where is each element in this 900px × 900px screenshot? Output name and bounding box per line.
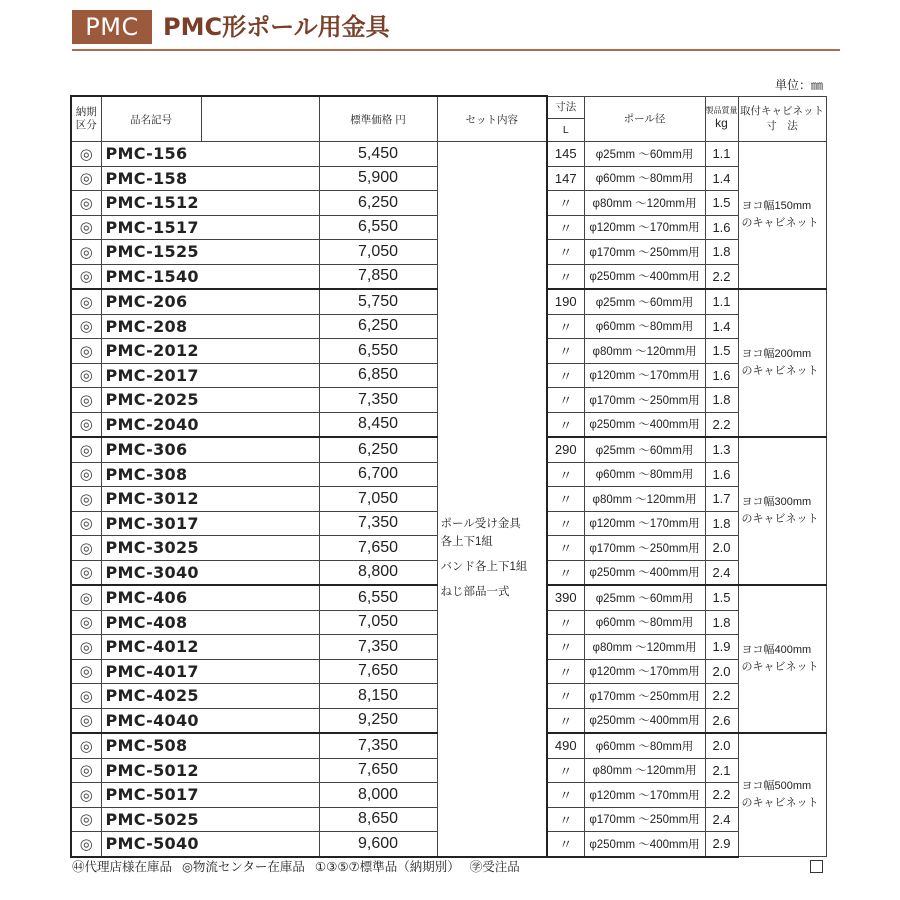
pole-diameter-cell: φ170mm ～250mm用 [584, 536, 705, 561]
stock-mark: ◎ [71, 708, 101, 733]
price-cell: 7,650 [319, 758, 437, 783]
weight-cell: 1.6 [705, 462, 738, 487]
stock-mark: ◎ [71, 388, 101, 413]
stock-mark: ◎ [71, 635, 101, 660]
pole-diameter-cell: φ25mm ～60mm用 [584, 142, 705, 167]
stock-mark: ◎ [71, 289, 101, 314]
length-cell: 〃 [547, 215, 584, 240]
product-code: PMC-2025 [101, 388, 319, 413]
weight-cell: 2.4 [705, 560, 738, 585]
weight-cell: 1.4 [705, 314, 738, 339]
stock-mark: ◎ [71, 166, 101, 191]
product-code: PMC-1517 [101, 215, 319, 240]
price-cell: 5,750 [319, 289, 437, 314]
length-cell: 〃 [547, 635, 584, 660]
product-code: PMC-2017 [101, 363, 319, 388]
length-cell: 〃 [547, 610, 584, 635]
length-cell: 〃 [547, 536, 584, 561]
header-cabinet-top: 取付キャビネット [740, 105, 824, 118]
header-name-blank [201, 96, 319, 142]
cabinet-size-line: ヨコ幅400mm [741, 643, 812, 656]
length-cell: 〃 [547, 363, 584, 388]
length-cell: 〃 [547, 832, 584, 857]
cabinet-size-line: ヨコ幅300mm [741, 495, 812, 508]
stock-mark: ◎ [71, 363, 101, 388]
stock-mark: ◎ [71, 487, 101, 512]
header-divider [72, 49, 840, 51]
stock-mark: ◎ [71, 314, 101, 339]
stock-mark: ◎ [71, 733, 101, 758]
pole-diameter-cell: φ80mm ～120mm用 [584, 635, 705, 660]
stock-mark: ◎ [71, 758, 101, 783]
stock-mark: ◎ [71, 412, 101, 437]
product-code: PMC-1512 [101, 191, 319, 216]
weight-cell: 1.8 [705, 388, 738, 413]
cabinet-size [738, 289, 826, 437]
product-code: PMC-3017 [101, 511, 319, 536]
price-cell: 7,050 [319, 240, 437, 265]
weight-cell: 1.1 [705, 142, 738, 167]
pole-diameter-cell: φ60mm ～80mm用 [584, 314, 705, 339]
price-cell: 8,000 [319, 783, 437, 808]
pole-diameter-cell: φ60mm ～80mm用 [584, 733, 705, 758]
cabinet-size [738, 585, 826, 733]
price-cell: 8,800 [319, 560, 437, 585]
price-cell: 7,650 [319, 536, 437, 561]
weight-cell: 1.9 [705, 635, 738, 660]
stock-mark: ◎ [71, 536, 101, 561]
weight-cell: 2.2 [705, 412, 738, 437]
product-code: PMC-2040 [101, 412, 319, 437]
stock-mark: ◎ [71, 659, 101, 684]
pole-diameter-cell: φ170mm ～250mm用 [584, 388, 705, 413]
cabinet-size-line: のキャビネット [741, 365, 819, 377]
weight-cell: 1.6 [705, 215, 738, 240]
product-code: PMC-158 [101, 166, 319, 191]
price-cell: 6,250 [319, 437, 437, 462]
length-cell: 〃 [547, 487, 584, 512]
weight-cell: 1.8 [705, 240, 738, 265]
header-L-bottom: L [562, 123, 569, 136]
pole-diameter-cell: φ120mm ～170mm用 [584, 511, 705, 536]
cabinet-size-line: のキャビネット [741, 513, 819, 525]
pole-diameter-cell: φ60mm ～80mm用 [584, 462, 705, 487]
cabinet-size-line: のキャビネット [741, 797, 819, 809]
stock-mark: ◎ [71, 264, 101, 289]
weight-cell: 2.2 [705, 783, 738, 808]
pole-diameter-cell: φ80mm ～120mm用 [584, 191, 705, 216]
product-code: PMC-5040 [101, 832, 319, 857]
weight-cell: 1.4 [705, 166, 738, 191]
stock-mark: ◎ [71, 807, 101, 832]
product-code: PMC-206 [101, 289, 319, 314]
weight-cell: 2.4 [705, 807, 738, 832]
header-L-top: 寸法 [548, 97, 584, 119]
stock-mark: ◎ [71, 462, 101, 487]
weight-cell: 1.6 [705, 363, 738, 388]
cabinet-size [738, 733, 826, 857]
length-cell: 〃 [547, 462, 584, 487]
product-code: PMC-3012 [101, 487, 319, 512]
length-cell: 145 [547, 142, 584, 167]
length-cell: 390 [547, 585, 584, 610]
weight-cell: 1.8 [705, 610, 738, 635]
price-cell: 6,250 [319, 191, 437, 216]
price-cell: 5,450 [319, 142, 437, 167]
pole-diameter-cell: φ250mm ～400mm用 [584, 832, 705, 857]
price-cell: 6,550 [319, 215, 437, 240]
length-cell: 〃 [547, 511, 584, 536]
product-code: PMC-1540 [101, 264, 319, 289]
header-kg-bottom: kg [715, 116, 728, 131]
header-set: セット内容 [437, 96, 547, 142]
stock-mark: ◎ [71, 610, 101, 635]
header-kg-top: 製品質量 [705, 105, 738, 115]
table-row [71, 142, 826, 167]
price-cell: 8,450 [319, 412, 437, 437]
stock-mark: ◎ [71, 511, 101, 536]
product-code: PMC-4025 [101, 684, 319, 709]
header-name: 品名記号 [101, 96, 201, 142]
length-cell: 〃 [547, 659, 584, 684]
stock-mark: ◎ [71, 783, 101, 808]
length-cell: 〃 [547, 807, 584, 832]
product-code: PMC-1525 [101, 240, 319, 265]
length-cell: 〃 [547, 388, 584, 413]
stock-mark: ◎ [71, 585, 101, 610]
pole-diameter-cell: φ80mm ～120mm用 [584, 487, 705, 512]
price-cell: 6,850 [319, 363, 437, 388]
weight-cell: 1.1 [705, 289, 738, 314]
pole-diameter-cell: φ170mm ～250mm用 [584, 807, 705, 832]
pole-diameter-cell: φ25mm ～60mm用 [584, 437, 705, 462]
legend-made-to-order: ㊫受注品 [469, 859, 520, 874]
length-cell: 〃 [547, 684, 584, 709]
header-cabinet [738, 96, 826, 142]
header-kg [705, 96, 738, 142]
pole-diameter-cell: φ120mm ～170mm用 [584, 783, 705, 808]
product-code: PMC-5017 [101, 783, 319, 808]
product-code: PMC-3040 [101, 560, 319, 585]
pole-diameter-cell: φ250mm ～400mm用 [584, 560, 705, 585]
price-cell: 7,350 [319, 635, 437, 660]
length-cell: 〃 [547, 783, 584, 808]
weight-cell: 2.1 [705, 758, 738, 783]
stock-mark: ◎ [71, 339, 101, 364]
cabinet-size [738, 437, 826, 585]
product-code: PMC-3025 [101, 536, 319, 561]
pole-diameter-cell: φ80mm ～120mm用 [584, 339, 705, 364]
weight-cell: 2.6 [705, 708, 738, 733]
stock-mark: ◎ [71, 684, 101, 709]
pole-diameter-cell: φ250mm ～400mm用 [584, 708, 705, 733]
weight-cell: 1.3 [705, 437, 738, 462]
unit-label: 単位：㎜ [774, 78, 823, 92]
header-pole: ポール径 [584, 96, 705, 142]
pole-diameter-cell: φ120mm ～170mm用 [584, 659, 705, 684]
price-cell: 7,850 [319, 264, 437, 289]
spec-table [70, 95, 827, 858]
price-cell: 7,050 [319, 610, 437, 635]
product-code: PMC-4040 [101, 708, 319, 733]
price-cell: 7,350 [319, 733, 437, 758]
price-cell: 9,250 [319, 708, 437, 733]
stock-mark: ◎ [71, 240, 101, 265]
length-cell: 490 [547, 733, 584, 758]
product-code: PMC-406 [101, 585, 319, 610]
length-cell: 〃 [547, 708, 584, 733]
stock-mark: ◎ [71, 437, 101, 462]
stock-mark: ◎ [71, 560, 101, 585]
stock-mark: ◎ [71, 191, 101, 216]
product-code: PMC-306 [101, 437, 319, 462]
product-code: PMC-308 [101, 462, 319, 487]
set-content-line: ねじ部品一式 [440, 586, 510, 598]
cabinet-size-line: のキャビネット [741, 217, 819, 229]
pole-diameter-cell: φ170mm ～250mm用 [584, 240, 705, 265]
price-cell: 7,350 [319, 511, 437, 536]
length-cell: 〃 [547, 412, 584, 437]
legend-standard: ①③⑤⑦標準品（納期別） [314, 859, 460, 874]
cabinet-size [738, 142, 826, 290]
weight-cell: 2.9 [705, 832, 738, 857]
legend-agent-stock: ㊹代理店様在庫品 [72, 859, 173, 874]
length-cell: 〃 [547, 240, 584, 265]
weight-cell: 2.0 [705, 733, 738, 758]
header-price: 標準価格 円 [319, 96, 437, 142]
page-title: PMC形ポール用金具 [163, 13, 390, 41]
legend [72, 857, 526, 875]
pole-diameter-cell: φ80mm ～120mm用 [584, 758, 705, 783]
header-nouki: 納期 区分 [71, 96, 101, 142]
price-cell: 8,150 [319, 684, 437, 709]
price-cell: 6,550 [319, 585, 437, 610]
weight-cell: 2.0 [705, 659, 738, 684]
header-cabinet-bottom: 寸 法 [766, 119, 798, 132]
pole-diameter-cell: φ60mm ～80mm用 [584, 610, 705, 635]
product-code: PMC-408 [101, 610, 319, 635]
weight-cell: 1.5 [705, 339, 738, 364]
legend-logistics-stock: ◎物流センター在庫品 [182, 859, 305, 874]
price-cell: 6,550 [319, 339, 437, 364]
length-cell: 190 [547, 289, 584, 314]
length-cell: 〃 [547, 560, 584, 585]
pole-diameter-cell: φ170mm ～250mm用 [584, 684, 705, 709]
length-cell: 〃 [547, 758, 584, 783]
weight-cell: 1.5 [705, 585, 738, 610]
set-content-line: ポール受け金具 [440, 518, 521, 531]
length-cell: 〃 [547, 314, 584, 339]
product-code: PMC-4012 [101, 635, 319, 660]
stock-mark: ◎ [71, 215, 101, 240]
pole-diameter-cell: φ60mm ～80mm用 [584, 166, 705, 191]
weight-cell: 1.5 [705, 191, 738, 216]
price-cell: 5,900 [319, 166, 437, 191]
product-code: PMC-5012 [101, 758, 319, 783]
price-cell: 9,600 [319, 832, 437, 857]
product-code: PMC-208 [101, 314, 319, 339]
pole-diameter-cell: φ25mm ～60mm用 [584, 289, 705, 314]
price-cell: 7,650 [319, 659, 437, 684]
length-cell: 〃 [547, 191, 584, 216]
pole-diameter-cell: φ250mm ～400mm用 [584, 264, 705, 289]
price-cell: 6,700 [319, 462, 437, 487]
length-cell: 〃 [547, 264, 584, 289]
length-cell: 147 [547, 166, 584, 191]
price-cell: 7,350 [319, 388, 437, 413]
price-cell: 6,250 [319, 314, 437, 339]
checkbox-square [810, 860, 823, 873]
length-cell: 290 [547, 437, 584, 462]
price-cell: 7,050 [319, 487, 437, 512]
stock-mark: ◎ [71, 142, 101, 167]
pole-diameter-cell: φ120mm ～170mm用 [584, 363, 705, 388]
set-content [437, 142, 547, 857]
cabinet-size-line: ヨコ幅500mm [741, 779, 812, 792]
pole-diameter-cell: φ25mm ～60mm用 [584, 585, 705, 610]
pole-diameter-cell: φ250mm ～400mm用 [584, 412, 705, 437]
cabinet-size-line: ヨコ幅150mm [741, 199, 812, 212]
header-L [547, 96, 584, 142]
weight-cell: 1.8 [705, 511, 738, 536]
stock-mark: ◎ [71, 832, 101, 857]
weight-cell: 2.2 [705, 264, 738, 289]
cabinet-size-line: ヨコ幅200mm [741, 347, 812, 360]
set-content-line: バンド各上下1組 [440, 560, 528, 573]
product-code: PMC-4017 [101, 659, 319, 684]
price-cell: 8,650 [319, 807, 437, 832]
weight-cell: 2.2 [705, 684, 738, 709]
product-code: PMC-508 [101, 733, 319, 758]
weight-cell: 2.0 [705, 536, 738, 561]
pole-diameter-cell: φ120mm ～170mm用 [584, 215, 705, 240]
set-content-line: 各上下1組 [440, 535, 493, 548]
header-badge: PMC [72, 10, 152, 44]
cabinet-size-line: のキャビネット [741, 661, 819, 673]
product-code: PMC-156 [101, 142, 319, 167]
product-code: PMC-5025 [101, 807, 319, 832]
weight-cell: 1.7 [705, 487, 738, 512]
length-cell: 〃 [547, 339, 584, 364]
product-code: PMC-2012 [101, 339, 319, 364]
